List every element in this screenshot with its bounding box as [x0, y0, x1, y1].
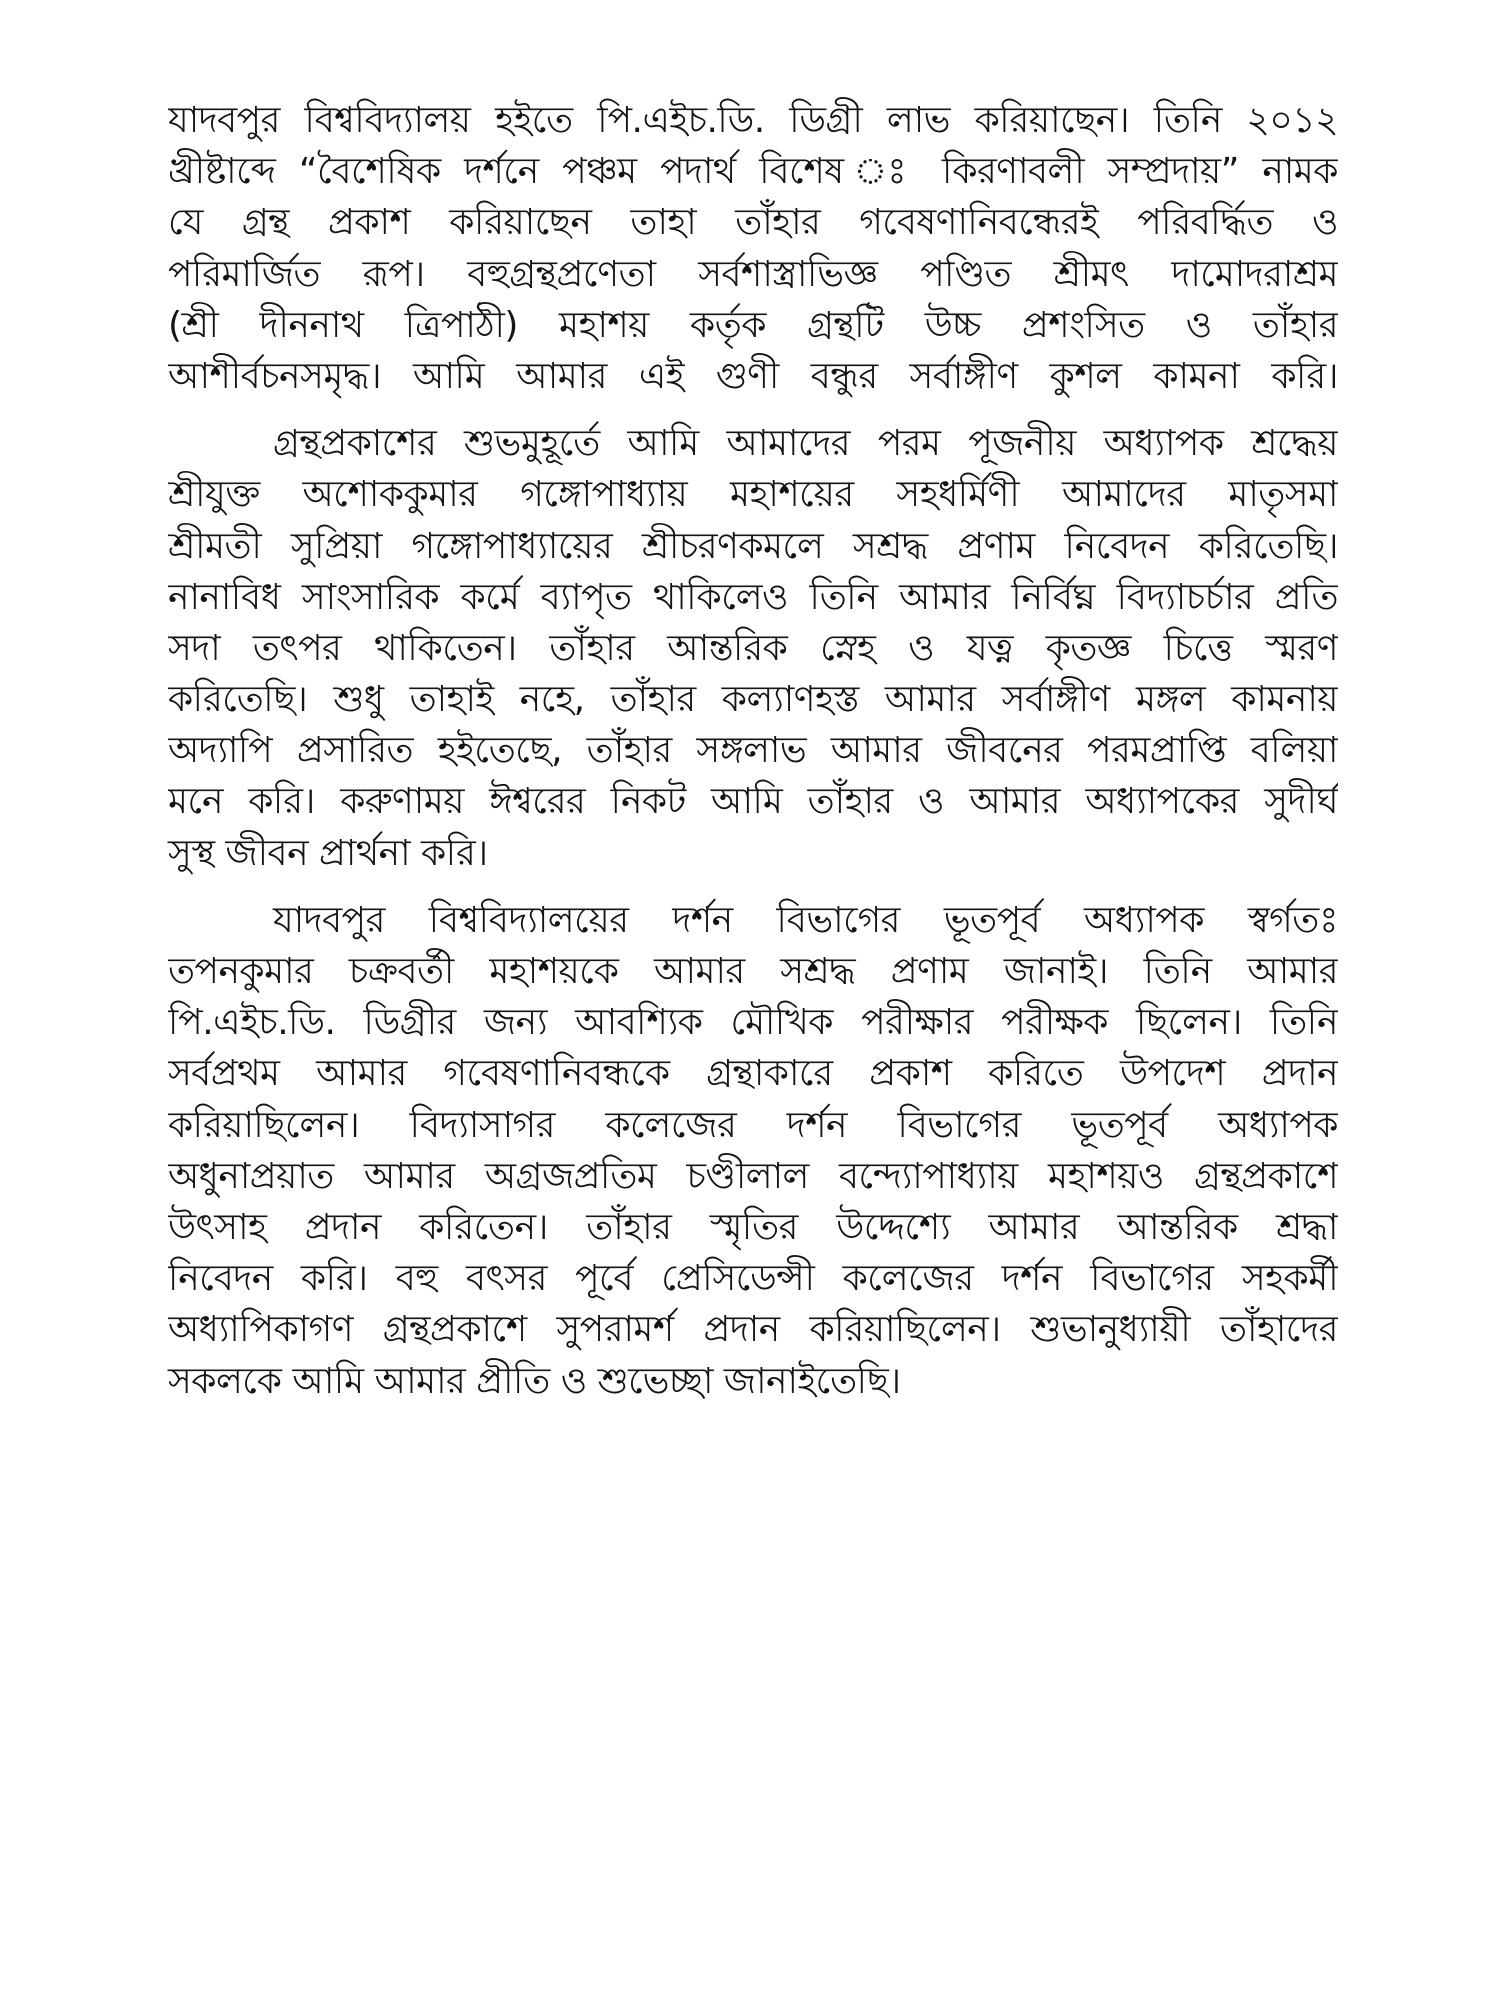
paragraph-1 [168, 95, 1338, 402]
text-line: সদা তৎপর থাকিতেন। তাঁহার আন্তরিক স্নেহ ও যত্ন কৃতজ্ঞ চিত্তে স্মরণ [168, 627, 1338, 669]
text-line: নিবেদন করি। বহু বৎসর পূর্বে প্রেসিডেন্সী কলেজের দর্শন বিভাগের সহকর্মী [168, 1258, 1338, 1300]
text-line: অধ্যাপিকাগণ গ্রন্থপ্রকাশে সুপরামর্শ প্রদান করিয়াছিলেন। শুভানুধ্যায়ী তাঁহাদের [168, 1309, 1338, 1351]
text-line: সুস্থ জীবন প্রার্থনা করি। [168, 832, 488, 874]
text-line: অদ্যাপি প্রসারিত হইতেছে, তাঁহার সঙ্গলাভ আমার জীবনের পরমপ্রাপ্তি বলিয়া [168, 730, 1338, 772]
text-line: (শ্রী দীননাথ ত্রিপাঠী) মহাশয় কর্তৃক গ্রন্থটি উচ্চ প্রশংসিত ও তাঁহার [168, 304, 1338, 346]
document-page [168, 95, 1338, 1407]
text-line: যে গ্রন্থ প্রকাশ করিয়াছেন তাহা তাঁহার গবেষণানিবন্ধেরই পরিবর্দ্ধিত ও [168, 202, 1338, 244]
text-line: অধুনাপ্রয়াত আমার অগ্রজপ্রতিম চণ্ডীলাল বন্দ্যোপাধ্যায় মহাশয়ও গ্রন্থপ্রকাশে [168, 1155, 1338, 1197]
text-line: উৎসাহ প্রদান করিতেন। তাঁহার স্মৃতির উদ্দেশ্যে আমার আন্তরিক শ্রদ্ধা [168, 1206, 1338, 1248]
text-line: যাদবপুর বিশ্ববিদ্যালয়ের দর্শন বিভাগের ভূতপূর্ব অধ্যাপক স্বর্গতঃ [273, 899, 1338, 941]
text-line: পরিমার্জিত রূপ। বহুগ্রন্থপ্রণেতা সর্বশাস্ত্রাভিজ্ঞ পণ্ডিত শ্রীমৎ দামোদরাশ্রম [168, 253, 1338, 295]
text-line: যাদবপুর বিশ্ববিদ্যালয় হইতে পি.এইচ.ডি. ডিগ্রী লাভ করিয়াছেন। তিনি ২০১২ [168, 100, 1338, 141]
text-line: শ্রীমতী সুপ্রিয়া গঙ্গোপাধ্যায়ের শ্রীচরণকমলে সশ্রদ্ধ প্রণাম নিবেদন করিতেছি। [168, 525, 1338, 567]
text-line: শ্রীযুক্ত অশোককুমার গঙ্গোপাধ্যায় মহাশয়ের সহধর্মিণী আমাদের মাতৃসমা [168, 474, 1338, 516]
text-line: করিয়াছিলেন। বিদ্যাসাগর কলেজের দর্শন বিভাগের ভূতপূর্ব অধ্যাপক [168, 1104, 1338, 1146]
text-line: খ্রীষ্টাব্দে “বৈশেষিক দর্শনে পঞ্চম পদার্থ বিশেষ ঃ কিরণাবলী সম্প্রদায়” নামক [168, 151, 1338, 193]
text-line: গ্রন্থপ্রকাশের শুভমুহূর্তে আমি আমাদের পরম পূজনীয় অধ্যাপক শ্রদ্ধেয় [273, 423, 1338, 465]
text-line: আশীর্বচনসমৃদ্ধ। আমি আমার এই গুণী বন্ধুর সর্বাঙ্গীণ কুশল কামনা করি। [168, 355, 1338, 397]
text-line: সর্বপ্রথম আমার গবেষণানিবন্ধকে গ্রন্থাকারে প্রকাশ করিতে উপদেশ প্রদান [168, 1053, 1338, 1095]
text-line: পি.এইচ.ডি. ডিগ্রীর জন্য আবশ্যিক মৌখিক পরীক্ষার পরীক্ষক ছিলেন। তিনি [168, 1002, 1338, 1044]
paragraph-3 [168, 895, 1338, 1407]
text-line: সকলকে আমি আমার প্রীতি ও শুভেচ্ছা জানাইতেছি। [168, 1360, 901, 1402]
paragraph-2 [168, 418, 1338, 879]
text-line: তপনকুমার চক্রবর্তী মহাশয়কে আমার সশ্রদ্ধ প্রণাম জানাই। তিনি আমার [168, 951, 1338, 993]
text-line: মনে করি। করুণাময় ঈশ্বরের নিকট আমি তাঁহার ও আমার অধ্যাপকের সুদীর্ঘ [168, 781, 1338, 823]
text-line: নানাবিধ সাংসারিক কর্মে ব্যাপৃত থাকিলেও তিনি আমার নির্বিঘ্ন বিদ্যাচর্চার প্রতি [168, 576, 1338, 618]
text-line: করিতেছি। শুধু তাহাই নহে, তাঁহার কল্যাণহস্ত আমার সর্বাঙ্গীণ মঙ্গল কামনায় [168, 679, 1338, 721]
